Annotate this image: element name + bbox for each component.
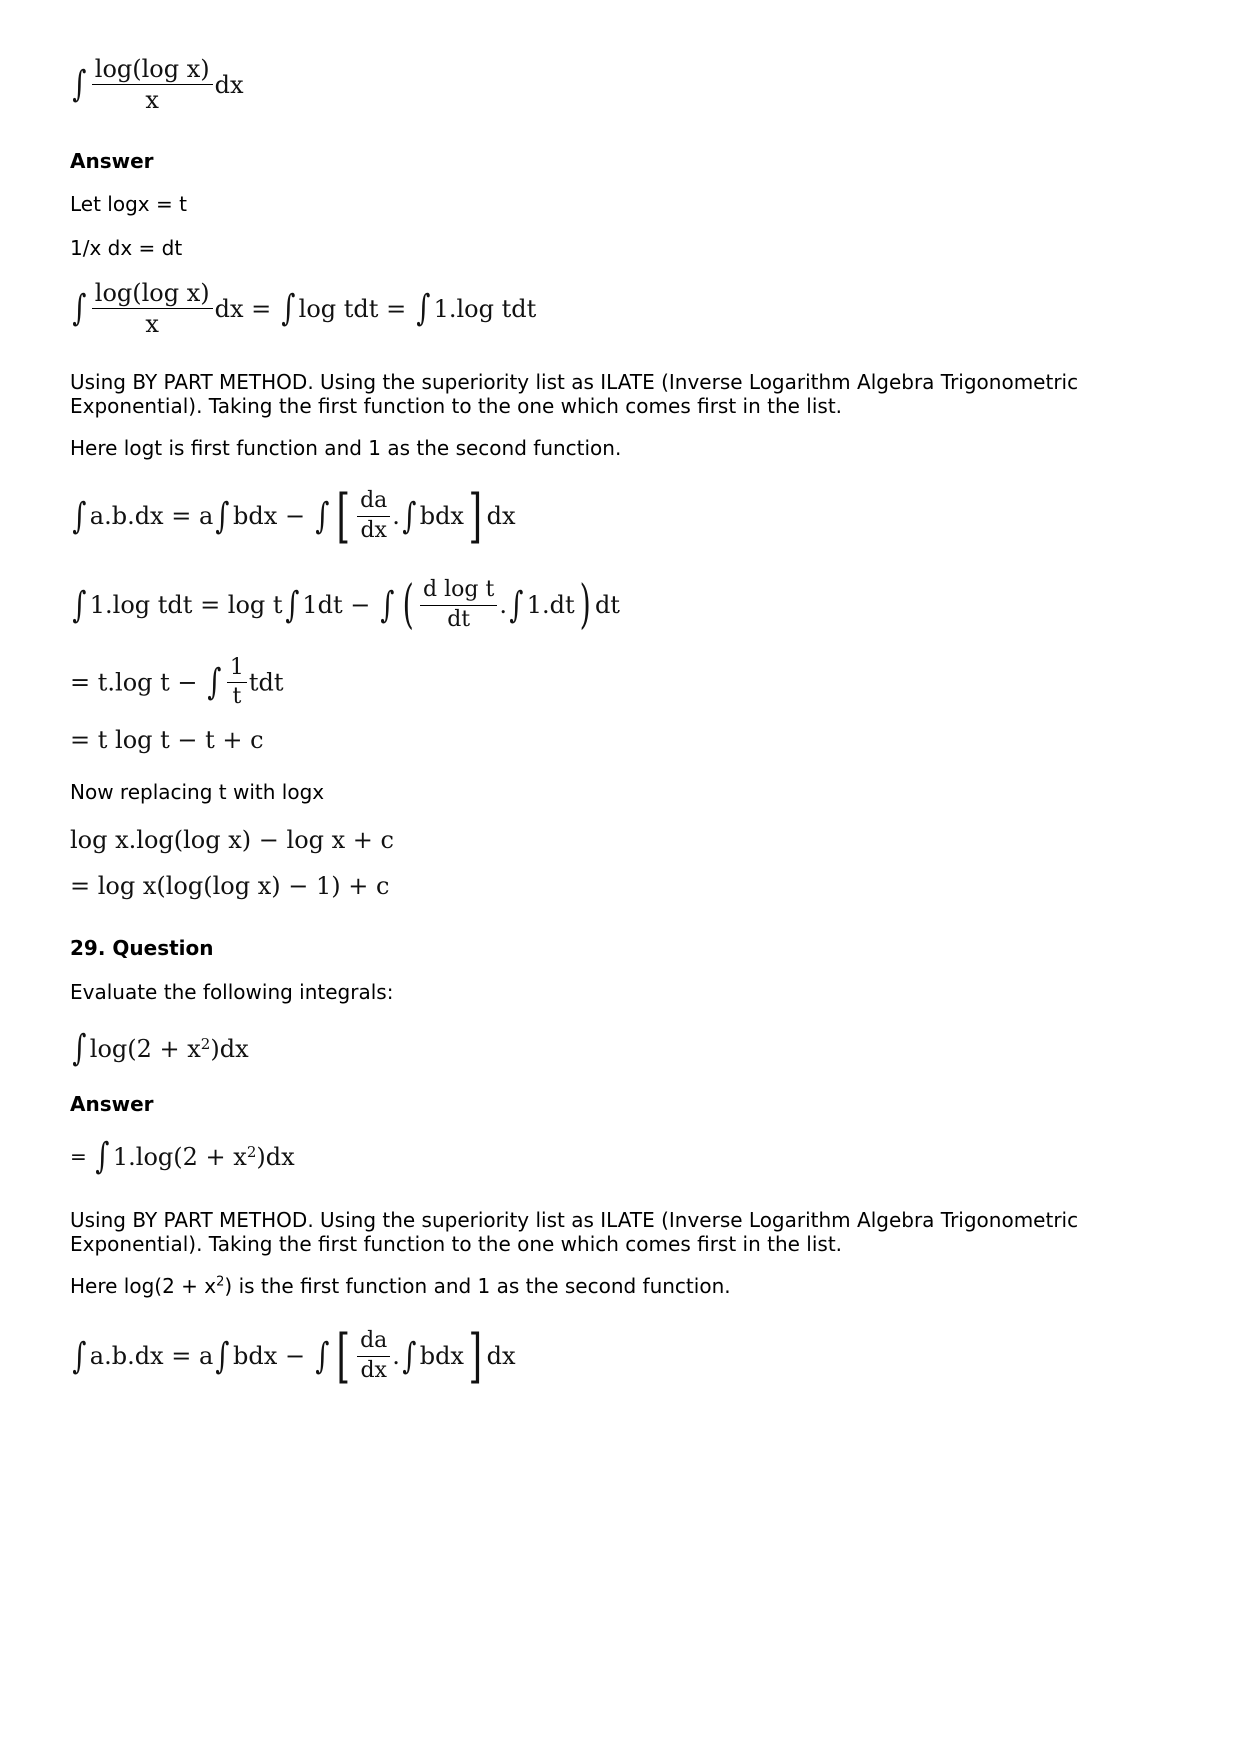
integral-sign: ∫: [509, 584, 524, 626]
integral-sign: ∫: [402, 1335, 417, 1377]
fraction: [357, 489, 390, 542]
expr-text: )dx: [256, 1142, 295, 1171]
left-bracket: [: [336, 1322, 351, 1390]
question-29-integral: [70, 1028, 249, 1069]
denominator: dx: [360, 1357, 387, 1383]
answer-29-integral: [70, 1136, 295, 1177]
replacement-note: Now replacing t with logx: [70, 780, 325, 804]
expr-part: bdx: [419, 502, 464, 530]
expr-part: dx: [486, 1342, 516, 1370]
numerator: log(log x): [92, 56, 213, 85]
substitution-line-1: Let logx = t: [70, 192, 187, 216]
integral-sign: ∫: [72, 495, 87, 537]
exponent: 2: [246, 1142, 257, 1161]
fraction: [92, 56, 213, 114]
expr-part: dx: [486, 502, 516, 530]
expr-part: dt: [594, 591, 620, 619]
numerator: da: [357, 1329, 390, 1356]
right-paren: ): [579, 575, 591, 635]
substitution-line-2: 1/x dx = dt: [70, 236, 183, 260]
method-paragraph-2: Using BY PART METHOD. Using the superiority list as ILATE (Inverse Logarithm Algebra Trigonometric Exponential). Taking the first function to the one which comes first in the list.: [70, 1208, 1079, 1256]
integral-sign: ∫: [72, 64, 87, 106]
final-expression-1: log x.log(log x) − log x + c: [70, 826, 394, 854]
integral-sign: ∫: [281, 288, 296, 330]
fraction: [420, 578, 497, 631]
expr-part: bdx −: [233, 502, 313, 530]
fraction: [227, 656, 247, 709]
integral-sign: ∫: [284, 584, 299, 626]
expr-part: 1.log tdt = log t: [89, 591, 283, 619]
integral-sign: ∫: [72, 584, 87, 626]
equals-sign: =: [70, 1144, 94, 1169]
expr-part: .: [392, 502, 400, 530]
expr-part: bdx: [419, 1342, 464, 1370]
numerator: da: [357, 489, 390, 516]
integral-sign: ∫: [215, 495, 230, 537]
differential: dx: [214, 70, 244, 99]
function-choice-2: [70, 1274, 731, 1298]
expr-part: log tdt =: [298, 294, 414, 323]
left-bracket: [: [336, 482, 351, 550]
denominator: dt: [447, 606, 471, 632]
expr-part: .: [499, 591, 507, 619]
method-paragraph-1: Using BY PART METHOD. Using the superiority list as ILATE (Inverse Logarithm Algebra Trigonometric Exponential). Taking the first function to the one which comes first in the list.: [70, 370, 1079, 418]
by-parts-step-2: [70, 656, 284, 709]
integral-sign: ∫: [315, 495, 330, 537]
integral-sign: ∫: [72, 288, 87, 330]
denominator: t: [232, 684, 242, 710]
integral-sign: ∫: [215, 1335, 230, 1377]
expr-part: bdx −: [233, 1342, 313, 1370]
expr-part: .: [392, 1342, 400, 1370]
answer-heading-1: Answer: [70, 149, 154, 173]
left-paren: (: [402, 575, 414, 635]
question-29-heading: 29. Question: [70, 936, 214, 960]
numerator: 1: [227, 656, 247, 683]
right-bracket: ]: [468, 1322, 483, 1390]
expr-part: 1dt −: [302, 591, 378, 619]
text-part: ) is the first function and 1 as the second function.: [224, 1274, 731, 1298]
expr-text: log(2 + x: [89, 1034, 201, 1063]
expr-text: 1.log(2 + x: [112, 1142, 247, 1171]
function-choice-1: Here logt is first function and 1 as the second function.: [70, 436, 622, 460]
exponent: 2: [200, 1034, 211, 1053]
numerator: log(log x): [92, 280, 213, 309]
expr-part: dx =: [214, 294, 279, 323]
denominator: x: [145, 86, 159, 115]
integral-equation-2: [70, 280, 536, 338]
exponent: 2: [216, 1274, 225, 1290]
by-parts-formula-2: [70, 1322, 516, 1390]
final-expression-2: = log x(log(log x) − 1) + c: [70, 872, 390, 900]
integral-sign: ∫: [72, 1335, 87, 1377]
text-part: Here log(2 + x: [70, 1274, 217, 1298]
integral-sign: ∫: [95, 1136, 110, 1177]
expr-part: [90, 1035, 249, 1063]
expr-part: a.b.dx = a: [89, 1342, 214, 1370]
expr-part: a.b.dx = a: [89, 502, 214, 530]
by-parts-application: [70, 575, 620, 635]
denominator: x: [145, 310, 159, 339]
expr-part: 1.dt: [526, 591, 575, 619]
expr-part: = t.log t −: [70, 668, 206, 697]
fraction: [92, 280, 213, 338]
integral-sign: ∫: [416, 288, 431, 330]
right-bracket: ]: [468, 482, 483, 550]
integral-sign: ∫: [402, 495, 417, 537]
by-parts-formula-1: [70, 482, 516, 550]
numerator: d log t: [420, 578, 497, 605]
expr-part: [113, 1143, 295, 1171]
integral-sign: ∫: [315, 1335, 330, 1377]
fraction: [357, 1329, 390, 1382]
question-29-prompt: Evaluate the following integrals:: [70, 980, 394, 1004]
by-parts-result: = t log t − t + c: [70, 726, 264, 754]
denominator: dx: [360, 517, 387, 543]
integral-sign: ∫: [72, 1028, 87, 1069]
integral-sign: ∫: [207, 662, 222, 704]
integral-equation-1: [70, 56, 244, 114]
expr-part: 1.log tdt: [433, 294, 537, 323]
answer-heading-2: Answer: [70, 1092, 154, 1116]
expr-text: )dx: [210, 1034, 249, 1063]
expr-part: tdt: [248, 668, 284, 697]
integral-sign: ∫: [380, 584, 395, 626]
